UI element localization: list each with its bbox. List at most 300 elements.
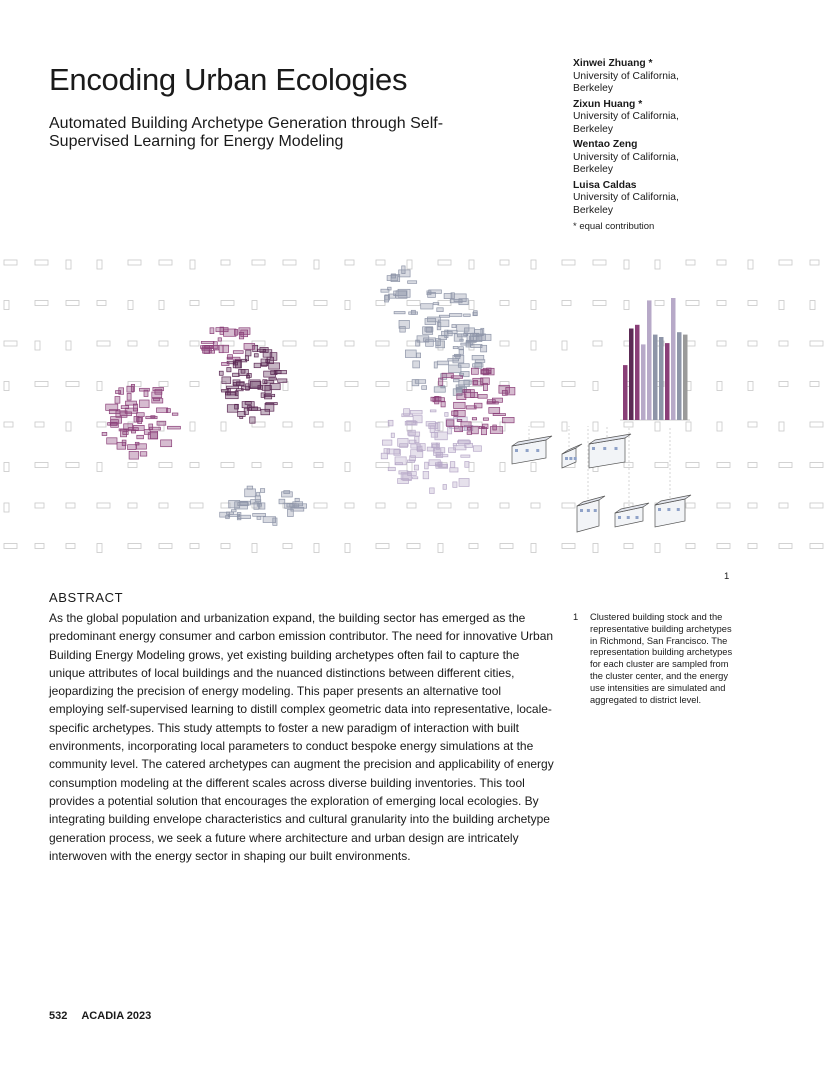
background-footprint — [748, 463, 757, 468]
background-footprint — [593, 260, 606, 265]
cluster-footprint — [225, 393, 236, 396]
cluster-footprint — [264, 394, 275, 396]
cluster-footprint — [391, 433, 394, 437]
background-footprint — [531, 503, 540, 508]
background-footprint — [810, 260, 819, 265]
cluster-footprint — [148, 433, 157, 439]
background-footprint — [283, 341, 296, 346]
background-footprint — [66, 422, 71, 431]
archetype-window — [515, 449, 518, 452]
cluster-footprint — [121, 406, 129, 409]
background-footprint — [345, 463, 350, 472]
cluster-footprint — [227, 357, 240, 359]
background-footprint — [159, 463, 172, 468]
background-footprint — [748, 341, 757, 346]
eui-bar — [659, 337, 664, 420]
cluster-footprint — [432, 443, 438, 448]
background-footprint — [562, 260, 575, 265]
cluster-footprint — [435, 432, 447, 440]
paper-subtitle: Automated Building Archetype Generation through Self-Supervised Learning for Energy Modeling — [49, 115, 444, 150]
venue-name: ACADIA 2023 — [81, 1010, 152, 1022]
cluster-footprint — [222, 362, 229, 365]
cluster-footprint — [233, 373, 240, 376]
background-footprint — [748, 503, 757, 508]
background-footprint — [35, 341, 40, 350]
background-footprint — [500, 503, 509, 508]
author-entry — [573, 139, 713, 177]
cluster-footprint — [388, 467, 395, 470]
background-footprint — [779, 463, 792, 468]
cluster-footprint — [472, 333, 479, 336]
background-footprint — [128, 503, 137, 508]
cluster-footprint — [464, 314, 471, 317]
background-footprint — [190, 503, 203, 508]
background-footprint — [562, 503, 575, 508]
cluster-footprint — [388, 420, 393, 426]
cluster-footprint — [425, 328, 433, 332]
cluster-footprint — [453, 482, 457, 488]
background-footprint — [500, 341, 509, 346]
cluster-footprint — [254, 503, 259, 510]
eui-bar — [683, 335, 688, 420]
cluster-footprint — [452, 325, 456, 328]
eui-bar — [629, 329, 634, 421]
background-footprint — [717, 301, 726, 306]
background-footprint — [314, 503, 327, 508]
cluster-footprint — [413, 477, 418, 479]
cluster-footprint — [449, 365, 461, 373]
background-footprint — [4, 382, 9, 391]
background-footprint — [221, 544, 230, 549]
page-footer — [49, 1010, 151, 1022]
background-footprint — [128, 301, 133, 310]
background-footprint — [655, 301, 664, 306]
cluster-footprint — [119, 388, 124, 395]
background-footprint — [97, 301, 106, 306]
cluster-footprint — [227, 368, 231, 372]
figure-number: 1 — [724, 571, 730, 582]
cluster-footprint — [157, 421, 166, 425]
cluster-footprint — [251, 408, 260, 411]
archetype-window — [565, 457, 568, 460]
archetype-window — [603, 447, 606, 450]
cluster-footprint — [472, 418, 476, 420]
cluster-footprint — [471, 392, 478, 397]
cluster-footprint — [478, 395, 487, 399]
cluster-footprint — [481, 369, 489, 374]
eui-bar — [641, 344, 646, 420]
background-footprint — [779, 544, 792, 549]
background-footprint — [345, 260, 354, 265]
cluster-footprint — [441, 401, 445, 407]
archetype-window — [580, 509, 583, 512]
background-footprint — [531, 301, 536, 310]
background-footprint — [531, 382, 544, 387]
background-footprint — [159, 544, 172, 549]
background-footprint — [314, 260, 319, 269]
cluster-footprint — [460, 373, 464, 375]
author-affiliation: University of California, Berkeley — [573, 192, 679, 216]
cluster-footprint — [129, 451, 138, 459]
cluster-footprint — [270, 384, 280, 390]
cluster-footprint — [140, 400, 150, 408]
background-footprint — [593, 382, 598, 391]
background-footprint — [593, 422, 598, 431]
background-footprint — [97, 503, 110, 508]
cluster-footprint — [416, 340, 420, 346]
cluster-footprint — [213, 345, 218, 350]
cluster-footprint — [412, 380, 419, 386]
background-footprint — [469, 463, 474, 472]
figure-clustered-building-stock — [0, 248, 828, 558]
background-footprint — [345, 301, 350, 310]
cluster-footprint — [240, 416, 243, 418]
background-footprint — [562, 341, 567, 350]
background-footprint — [159, 260, 172, 265]
author-affiliation: University of California, Berkeley — [573, 151, 679, 175]
cluster-footprint — [423, 471, 429, 478]
background-footprint — [717, 503, 730, 508]
cluster-footprint — [450, 314, 462, 317]
cluster-footprint — [411, 450, 423, 458]
archetype-window — [574, 457, 577, 460]
background-footprint — [779, 382, 788, 387]
cluster-footprint — [384, 449, 390, 454]
background-footprint — [407, 463, 412, 472]
cluster-footprint — [288, 509, 294, 516]
cluster-footprint — [483, 418, 488, 420]
cluster-footprint — [426, 340, 434, 347]
archetype-building — [512, 436, 552, 464]
eui-bar — [635, 325, 640, 420]
background-footprint — [376, 341, 389, 346]
archetype-window — [677, 508, 680, 511]
background-footprint — [35, 260, 48, 265]
cluster-footprint — [235, 502, 248, 509]
background-footprint — [810, 544, 823, 549]
cluster-footprint — [263, 380, 267, 384]
background-footprint — [66, 301, 79, 306]
background-footprint — [4, 301, 9, 310]
cluster-footprint — [262, 385, 270, 390]
cluster-footprint — [425, 462, 429, 469]
background-footprint — [686, 544, 695, 549]
cluster-footprint — [408, 281, 417, 284]
cluster-footprint — [149, 427, 160, 430]
background-footprint — [810, 463, 823, 468]
background-footprint — [562, 422, 567, 431]
archetype-window — [667, 508, 670, 511]
background-footprint — [283, 382, 288, 391]
background-footprint — [314, 463, 323, 468]
background-footprint — [252, 260, 265, 265]
cluster-footprint — [223, 345, 229, 352]
background-footprint — [810, 341, 823, 346]
author-affiliation: University of California, Berkeley — [573, 70, 679, 94]
cluster-footprint — [131, 384, 134, 391]
cluster-footprint — [137, 413, 145, 417]
background-footprint — [35, 382, 48, 387]
background-footprint — [376, 382, 389, 387]
author-entry — [573, 180, 713, 218]
background-footprint — [221, 463, 234, 468]
archetype-window — [592, 447, 595, 450]
cluster-footprint — [472, 355, 484, 360]
cluster-footprint — [427, 291, 431, 295]
cluster-footprint — [134, 425, 145, 430]
archetype-window — [587, 509, 590, 512]
cluster-footprint — [140, 388, 150, 391]
background-footprint — [97, 382, 102, 391]
cluster-footprint — [493, 425, 497, 430]
background-footprint — [66, 341, 71, 350]
archetype-window — [536, 449, 539, 452]
archetype-building — [562, 444, 582, 468]
eui-bar — [671, 298, 676, 420]
cluster-footprint — [461, 455, 470, 457]
cluster-footprint — [246, 350, 251, 356]
eui-bar — [665, 343, 670, 420]
cluster-footprint — [224, 329, 237, 336]
cluster-footprint — [413, 416, 422, 423]
cluster-footprint — [421, 304, 433, 309]
cluster-footprint — [133, 404, 137, 411]
background-footprint — [4, 503, 9, 512]
cluster-footprint — [411, 310, 415, 314]
cluster-footprint — [239, 328, 250, 335]
background-footprint — [748, 301, 757, 306]
background-footprint — [500, 301, 509, 306]
cluster-footprint — [474, 403, 482, 408]
cluster-footprint — [454, 410, 465, 416]
background-footprint — [97, 422, 106, 427]
cluster-footprint — [428, 317, 441, 322]
cluster-footprint — [247, 373, 251, 377]
cluster-footprint — [381, 453, 387, 459]
cluster-footprint — [282, 492, 293, 497]
background-footprint — [655, 422, 660, 431]
author-name: Xinwei Zhuang * — [573, 58, 653, 69]
cluster-footprint — [295, 498, 299, 501]
background-footprint — [314, 422, 323, 427]
cluster-footprint — [140, 452, 147, 456]
cluster-footprint — [254, 363, 260, 368]
cluster-footprint — [166, 409, 170, 413]
cluster-footprint — [449, 448, 456, 453]
cluster-footprint — [467, 427, 471, 430]
background-footprint — [438, 503, 451, 508]
equal-contribution-note: * equal contribution — [573, 221, 655, 232]
archetype-window — [627, 516, 630, 519]
cluster-footprint — [399, 270, 410, 277]
cluster-footprint — [434, 362, 437, 368]
archetype-building — [577, 496, 605, 532]
cluster-footprint — [111, 420, 119, 428]
cluster-footprint — [481, 328, 484, 335]
archetype-window — [594, 509, 597, 512]
background-footprint — [283, 260, 296, 265]
cluster-footprint — [439, 378, 443, 385]
background-footprint — [376, 301, 385, 306]
cluster-footprint — [264, 371, 276, 377]
background-footprint — [35, 422, 44, 427]
cluster-footprint — [261, 359, 268, 366]
background-footprint — [438, 544, 443, 553]
background-footprint — [810, 422, 823, 427]
background-footprint — [128, 544, 141, 549]
background-footprint — [779, 301, 784, 310]
cluster-footprint — [134, 416, 139, 422]
abstract-text: As the global population and urbanization expand, the building sector has emerged as the predominant energy consumer and carbon emission contributor. The need for innovative Urban Building Energy Modeling grows, yet existing building archetypes often fail to capture the unique attributes of local buildings and the nuanced distinctions between different cities, jeopardizing the precision of energy modeling. This paper presents an alternative tool employing self-supervised learning to distill complex geometric data into representative, locale-specific archetypes. This study attempts to foster a new paradigm of interaction with built environments, incorporating local parameters to conduct bespoke energy simulations at the community level. The catered archetypes can augment the precision and applicability of energy consumption modeling at the different scales across diverse building inventories. This tool provides a potential solution that encourages the exploration of emerging local ecologies. By integrating building envelope characteristics and cultural granularity into the building archetype generation process, we seek a future where architecture and urban design are intricately interwoven with the energy sector in shaping our built environments. — [49, 611, 554, 863]
background-footprint — [283, 463, 292, 468]
cluster-footprint — [219, 371, 223, 375]
cluster-footprint — [250, 417, 255, 423]
cluster-footprint — [429, 460, 440, 466]
cluster-footprint — [202, 348, 212, 350]
cluster-footprint — [257, 492, 260, 496]
background-footprint — [469, 260, 474, 269]
background-footprint — [748, 544, 757, 549]
cluster-footprint — [454, 379, 460, 382]
cluster-footprint — [385, 295, 390, 300]
cluster-footprint — [238, 411, 246, 416]
background-footprint — [500, 463, 505, 472]
cluster-footprint — [433, 303, 439, 305]
cluster-footprint — [430, 426, 434, 433]
cluster-footprint — [401, 473, 411, 480]
cluster-footprint — [231, 510, 236, 512]
cluster-footprint — [461, 422, 471, 427]
background-footprint — [655, 544, 660, 553]
background-footprint — [593, 301, 606, 306]
eui-bar — [647, 300, 652, 420]
cluster-footprint — [259, 503, 265, 509]
cluster-footprint — [459, 347, 464, 350]
cluster-footprint — [124, 424, 133, 430]
cluster-footprint — [447, 420, 454, 427]
background-footprint — [4, 260, 17, 265]
background-footprint — [810, 503, 823, 508]
background-footprint — [686, 301, 699, 306]
cluster-footprint — [473, 446, 481, 452]
cluster-footprint — [155, 389, 162, 394]
background-footprint — [4, 422, 13, 427]
background-footprint — [531, 422, 544, 427]
background-footprint — [376, 544, 389, 549]
cluster-footprint — [426, 422, 435, 426]
background-footprint — [221, 260, 230, 265]
cluster-footprint — [502, 391, 507, 396]
background-footprint — [531, 544, 536, 553]
cluster-footprint — [431, 397, 436, 401]
cluster-footprint — [413, 361, 420, 368]
archetype-building — [615, 503, 649, 527]
background-footprint — [717, 422, 722, 431]
cluster-footprint — [120, 412, 131, 416]
background-footprint — [624, 544, 633, 549]
background-footprint — [376, 422, 389, 427]
paper-title: Encoding Urban Ecologies — [49, 62, 408, 97]
background-footprint — [252, 301, 257, 310]
background-footprint — [314, 544, 319, 553]
background-footprint — [66, 260, 71, 269]
background-footprint — [531, 463, 536, 472]
background-footprint — [686, 503, 695, 508]
cluster-footprint — [453, 346, 458, 348]
background-footprint — [190, 382, 199, 387]
cluster-footprint — [261, 409, 270, 415]
cluster-footprint — [398, 439, 408, 447]
cluster-footprint — [422, 386, 427, 390]
background-footprint — [128, 463, 137, 468]
background-footprint — [66, 544, 75, 549]
background-footprint — [500, 544, 513, 549]
archetype-window — [636, 516, 639, 519]
cluster-footprint — [437, 308, 443, 312]
background-footprint — [593, 544, 598, 553]
cluster-footprint — [459, 479, 469, 487]
background-footprint — [779, 422, 784, 431]
eui-bar — [653, 335, 658, 420]
background-footprint — [159, 301, 164, 310]
background-footprint — [748, 260, 753, 269]
background-footprint — [438, 260, 451, 265]
cluster-footprint — [479, 426, 484, 428]
cluster-footprint — [455, 426, 463, 431]
background-footprint — [35, 544, 44, 549]
background-footprint — [407, 544, 420, 549]
background-footprint — [314, 382, 327, 387]
eui-bar — [677, 332, 682, 420]
cluster-footprint — [439, 315, 449, 317]
background-footprint — [190, 463, 199, 468]
background-footprint — [190, 341, 199, 346]
cluster-footprint — [453, 444, 457, 446]
background-footprint — [4, 463, 9, 472]
cluster-footprint — [201, 341, 214, 343]
cluster-footprint — [396, 463, 403, 465]
cluster-footprint — [489, 408, 500, 414]
cluster-footprint — [391, 274, 395, 278]
cluster-footprint — [260, 489, 264, 493]
background-footprint — [376, 260, 385, 265]
cluster-footprint — [269, 378, 277, 380]
cluster-footprint — [276, 371, 281, 374]
cluster-footprint — [241, 386, 249, 389]
cluster-footprint — [235, 359, 246, 362]
cluster-footprint — [473, 378, 483, 385]
cluster-footprint — [128, 445, 136, 450]
cluster-footprint — [238, 515, 251, 518]
cluster-footprint — [450, 462, 455, 468]
cluster-footprint — [152, 399, 163, 404]
background-footprint — [624, 301, 629, 310]
background-footprint — [128, 260, 141, 265]
archetype-window — [618, 516, 621, 519]
background-footprint — [469, 503, 478, 508]
cluster-footprint — [405, 350, 416, 358]
archetype-window — [615, 447, 618, 450]
eui-bar-chart — [620, 298, 690, 420]
background-footprint — [283, 422, 292, 427]
cluster-footprint — [458, 440, 469, 444]
cluster-footprint — [222, 377, 231, 384]
caption-text: Clustered building stock and the representative building archetypes in Richmond, San Francisco. The representation building archetypes for each cluster are sampled from the cluster center, and the energy use intensities are simulated and aggregated to district level. — [590, 612, 733, 705]
background-footprint — [748, 422, 757, 427]
author-entry — [573, 99, 713, 137]
cluster-footprint — [137, 435, 144, 439]
cluster-footprint — [233, 351, 243, 354]
